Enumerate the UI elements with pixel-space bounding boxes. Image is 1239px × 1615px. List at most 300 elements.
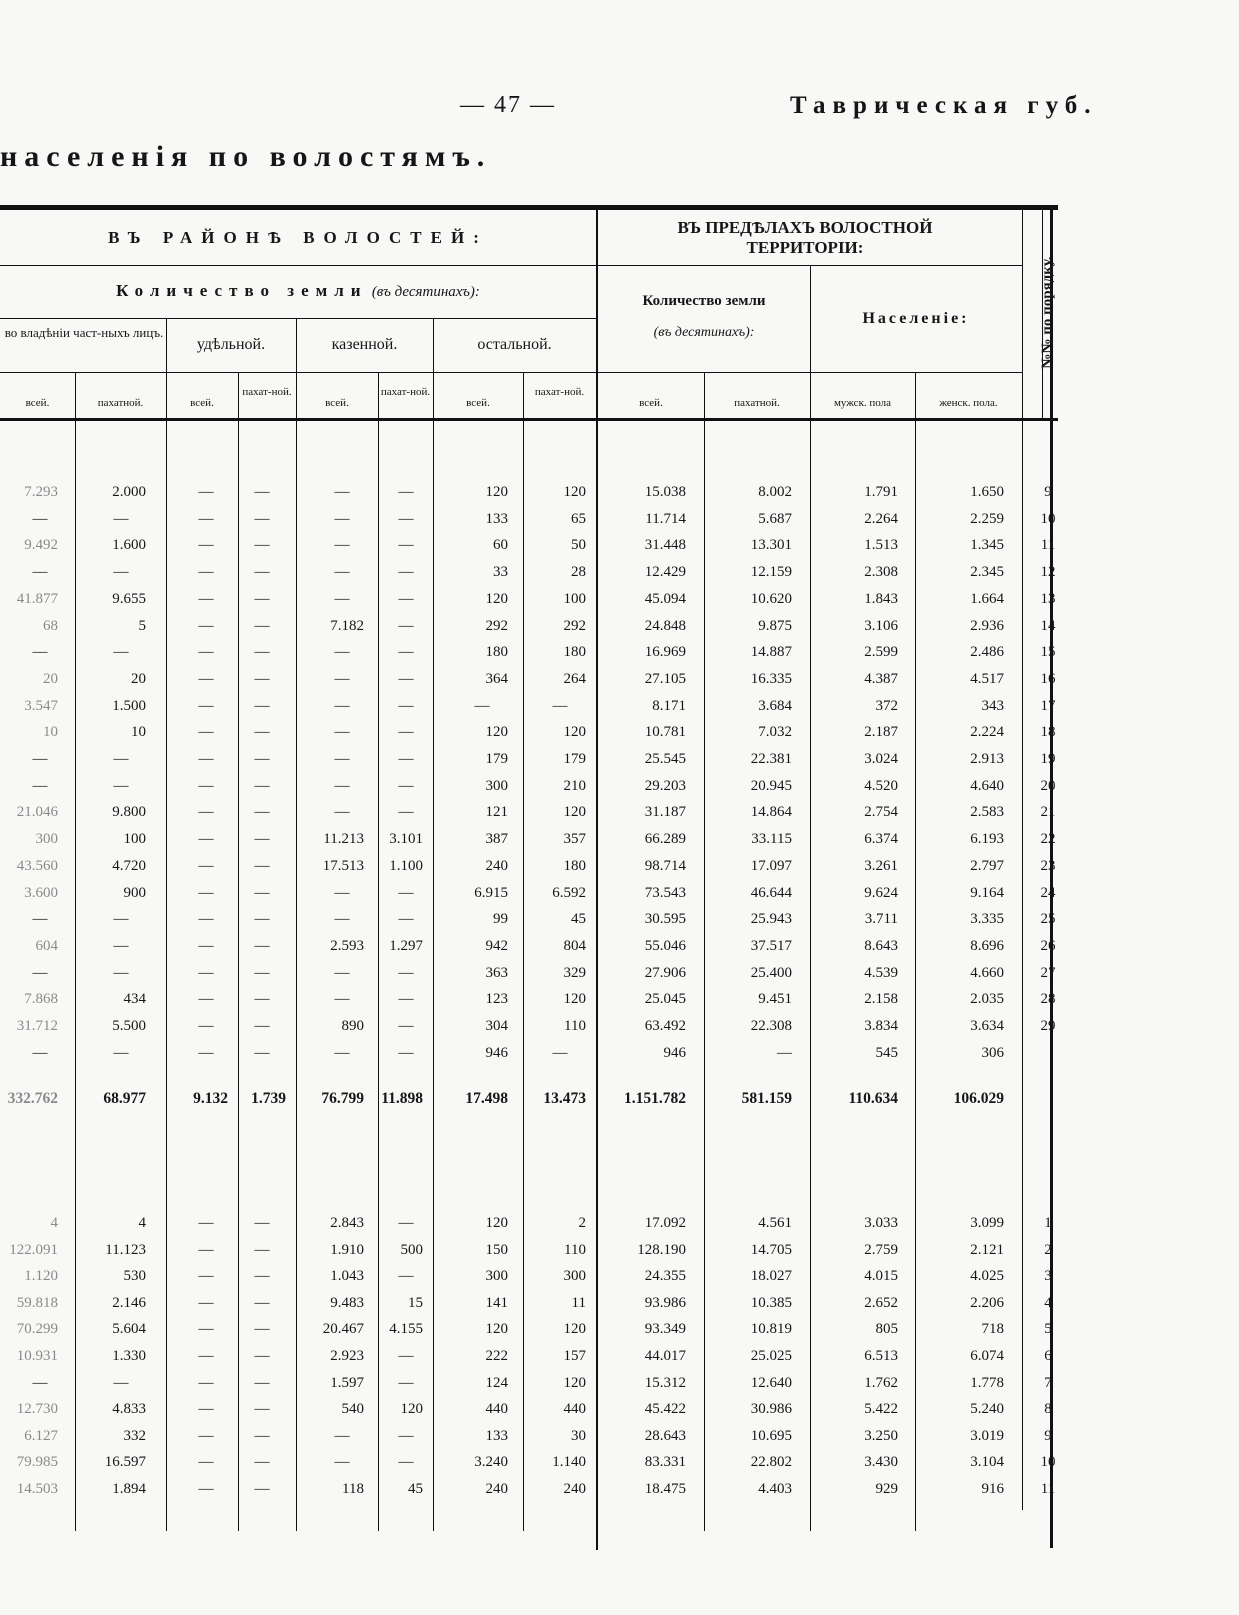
cell-male: 4.520: [864, 777, 898, 794]
cell-appanage-arable: —: [254, 1427, 270, 1444]
sub-appanage-arable: пахат-ной.: [242, 386, 292, 398]
cell-male: 1.762: [864, 1374, 898, 1391]
cell-territory-all: 11.714: [645, 510, 686, 527]
cell-appanage-all: —: [198, 644, 214, 661]
cell-other-arable: 264: [563, 670, 586, 687]
cell-territory-all: 83.331: [644, 1454, 686, 1471]
cell-private-all: 300: [35, 831, 58, 848]
cell-order-number: 19: [1040, 751, 1056, 767]
cell-appanage-arable: —: [254, 537, 270, 554]
cell-other-all: 133: [485, 510, 508, 527]
cell-female: 3.634: [970, 1018, 1004, 1034]
cell-state-arable: —: [398, 1268, 414, 1285]
cell-territory-all: 15.312: [644, 1374, 686, 1391]
cell-male: 6.513: [864, 1348, 898, 1364]
cell-order-number: 12: [1040, 564, 1056, 581]
cell-order-number: 22: [1040, 831, 1056, 848]
cell-territory-all: 18.475: [644, 1481, 686, 1497]
cell-order-number: 3: [1044, 1268, 1052, 1285]
cell-appanage-all: —: [198, 777, 214, 794]
cell-order-number: 25: [1040, 911, 1056, 928]
cell-order-number: 5: [1044, 1321, 1052, 1338]
cell-private-arable: 5.604: [112, 1321, 146, 1338]
cell-state-all: —: [334, 537, 350, 554]
cell-state-all: 1.910: [330, 1241, 364, 1258]
cell-female: 5.240: [970, 1401, 1004, 1418]
cell-other-all: 300: [485, 777, 508, 794]
cell-other-all: 123: [485, 991, 508, 1008]
cell-female: 6.193: [970, 831, 1004, 848]
cell-appanage-all: —: [198, 1018, 214, 1034]
cell-order-number: 6: [1044, 1348, 1052, 1364]
cell-territory-arable: 581.159: [741, 1090, 792, 1107]
cell-territory-all: 45.422: [644, 1401, 686, 1418]
cell-territory-all: 128.190: [637, 1241, 686, 1258]
cell-state-arable: 120: [400, 1401, 423, 1418]
cell-private-all: —: [32, 644, 48, 661]
cell-territory-arable: 33.115: [751, 831, 792, 848]
cell-private-all: 9.492: [24, 537, 58, 554]
cell-order-number: 28: [1040, 991, 1056, 1008]
cell-female: 2.206: [970, 1294, 1004, 1311]
cell-private-arable: 332: [123, 1427, 146, 1444]
cell-appanage-arable: —: [254, 1401, 270, 1418]
cell-other-all: 180: [485, 644, 508, 661]
cell-other-arable: 804: [563, 937, 586, 954]
cell-male: 545: [875, 1044, 898, 1061]
cell-state-arable: —: [398, 697, 414, 714]
cell-female: 306: [981, 1044, 1004, 1061]
cell-order-number: 9: [1044, 484, 1052, 500]
cell-territory-all: 73.543: [644, 884, 686, 901]
cell-female: 2.259: [970, 510, 1004, 527]
cell-private-arable: 1.500: [112, 697, 146, 714]
cell-appanage-all: —: [198, 1348, 214, 1364]
cell-territory-arable: 8.002: [758, 484, 792, 500]
cell-state-arable: —: [398, 537, 414, 554]
cell-other-all: —: [474, 697, 490, 714]
cell-other-arable: 292: [563, 617, 586, 634]
cell-state-arable: —: [398, 991, 414, 1008]
cell-state-all: 9.483: [330, 1294, 364, 1311]
cell-order-number: 10: [1040, 510, 1056, 527]
cell-other-arable: 120: [563, 1374, 586, 1391]
cell-female: 4.660: [970, 964, 1004, 981]
cell-appanage-all: —: [198, 937, 214, 954]
sub-private-all: всей.: [25, 397, 50, 409]
cell-other-arable: 45: [571, 911, 586, 928]
cell-order-number: 1: [1044, 1215, 1052, 1231]
cell-appanage-all: —: [198, 911, 214, 928]
cell-state-arable: —: [398, 484, 414, 500]
cell-female: 3.099: [970, 1215, 1004, 1231]
cell-state-arable: —: [398, 1044, 414, 1061]
cell-private-arable: 20: [131, 670, 146, 687]
cell-other-arable: 179: [563, 751, 586, 767]
cell-appanage-all: —: [198, 1215, 214, 1231]
cell-other-arable: 1.140: [552, 1454, 586, 1471]
cell-territory-arable: 9.451: [758, 991, 792, 1008]
cell-territory-all: 98.714: [644, 857, 686, 874]
cell-appanage-arable: —: [254, 670, 270, 687]
cell-private-arable: —: [113, 644, 129, 661]
cell-other-arable: 329: [563, 964, 586, 981]
cell-appanage-all: —: [198, 1401, 214, 1418]
cell-female: 916: [981, 1481, 1004, 1497]
cell-territory-arable: 22.802: [750, 1454, 792, 1471]
cell-private-arable: 900: [123, 884, 146, 901]
cell-female: 4.640: [970, 777, 1004, 794]
cell-territory-arable: 22.381: [750, 751, 792, 767]
cell-territory-all: 27.105: [644, 670, 686, 687]
cell-male: 2.652: [864, 1294, 898, 1311]
cell-order-number: 21: [1040, 804, 1056, 821]
cell-territory-all: 27.906: [644, 964, 686, 981]
cell-other-arable: 180: [563, 857, 586, 874]
cell-other-all: 120: [485, 1215, 508, 1231]
cell-appanage-arable: —: [254, 724, 270, 741]
cell-male: 4.015: [864, 1268, 898, 1285]
cell-territory-arable: 10.620: [750, 590, 792, 607]
cell-appanage-all: —: [198, 617, 214, 634]
cell-appanage-all: —: [198, 857, 214, 874]
cell-appanage-arable: —: [254, 777, 270, 794]
cell-private-arable: —: [113, 510, 129, 527]
cell-other-all: 141: [485, 1294, 508, 1311]
cell-territory-all: 44.017: [644, 1348, 686, 1364]
cell-female: 2.224: [970, 724, 1004, 741]
cell-appanage-arable: —: [254, 751, 270, 767]
cell-state-arable: —: [398, 1454, 414, 1471]
cell-state-arable: —: [398, 1427, 414, 1444]
cell-territory-arable: 9.875: [758, 617, 792, 634]
cell-private-all: 79.985: [16, 1454, 58, 1471]
cell-territory-arable: 30.986: [750, 1401, 792, 1418]
cell-male: 6.374: [864, 831, 898, 848]
cell-state-all: —: [334, 484, 350, 500]
cell-state-arable: 3.101: [389, 831, 423, 848]
sub-female: женск. пола.: [939, 397, 998, 409]
cell-male: 3.430: [864, 1454, 898, 1471]
cell-other-all: 33: [493, 564, 508, 581]
cell-other-arable: 120: [563, 1321, 586, 1338]
cell-state-arable: —: [398, 911, 414, 928]
cell-appanage-arable: —: [254, 1374, 270, 1391]
cell-appanage-all: —: [198, 1481, 214, 1497]
cell-territory-arable: 12.640: [750, 1374, 792, 1391]
cell-appanage-arable: —: [254, 1454, 270, 1471]
header-land-quantity: Количество земли (въ десятинахъ):: [116, 281, 480, 300]
cell-female: 2.035: [970, 991, 1004, 1008]
cell-appanage-arable: —: [254, 964, 270, 981]
cell-order-number: 13: [1040, 590, 1056, 607]
cell-order-number: 9: [1044, 1427, 1052, 1444]
cell-private-all: 122.091: [9, 1241, 58, 1258]
cell-private-all: 12.730: [16, 1401, 58, 1418]
cell-female: 1.778: [970, 1374, 1004, 1391]
cell-appanage-arable: —: [254, 644, 270, 661]
cell-female: 343: [981, 697, 1004, 714]
cell-private-arable: 5.500: [112, 1018, 146, 1034]
cell-appanage-all: —: [198, 1294, 214, 1311]
cell-state-all: 17.513: [322, 857, 364, 874]
cell-private-arable: 11.123: [105, 1241, 146, 1258]
cell-appanage-all: —: [198, 510, 214, 527]
cell-appanage-all: —: [198, 537, 214, 554]
cell-territory-all: 17.092: [644, 1215, 686, 1231]
cell-private-all: 14.503: [16, 1481, 58, 1497]
cell-other-all: 240: [485, 1481, 508, 1497]
cell-state-arable: —: [398, 564, 414, 581]
cell-male: 4.539: [864, 964, 898, 981]
cell-appanage-arable: —: [254, 1044, 270, 1061]
cell-other-all: 121: [485, 804, 508, 821]
cell-private-all: —: [32, 777, 48, 794]
cell-private-all: 7.868: [24, 991, 58, 1008]
cell-appanage-arable: —: [254, 697, 270, 714]
cell-female: 2.936: [970, 617, 1004, 634]
cell-order-number: 16: [1040, 670, 1056, 687]
cell-private-arable: 1.894: [112, 1481, 146, 1497]
cell-order-number: 10: [1040, 1454, 1056, 1471]
cell-other-all: 240: [485, 857, 508, 874]
sub-other-all: всей.: [466, 397, 490, 409]
cell-state-all: —: [334, 964, 350, 981]
cell-male: 2.158: [864, 991, 898, 1008]
cell-state-all: 11.213: [323, 831, 364, 848]
cell-private-arable: 100: [123, 831, 146, 848]
cell-appanage-arable: —: [254, 1321, 270, 1338]
cell-female: 718: [981, 1321, 1004, 1338]
cell-state-all: 2.923: [330, 1348, 364, 1364]
cell-private-arable: 1.600: [112, 537, 146, 554]
cell-appanage-all: 9.132: [193, 1090, 228, 1107]
cell-state-all: —: [334, 1454, 350, 1471]
cell-female: 106.029: [953, 1090, 1004, 1107]
cell-female: 4.517: [970, 670, 1004, 687]
cell-other-arable: 120: [563, 724, 586, 741]
cell-state-arable: —: [398, 964, 414, 981]
cell-private-all: 4: [50, 1215, 58, 1231]
cell-state-arable: 15: [408, 1294, 423, 1311]
cell-territory-arable: 25.025: [750, 1348, 792, 1364]
cell-order-number: 17: [1040, 697, 1056, 714]
header-order-number: №№ по порядку.: [1039, 256, 1056, 369]
cell-other-all: 364: [485, 670, 508, 687]
cell-other-arable: 28: [571, 564, 586, 581]
cell-other-all: 6.915: [474, 884, 508, 901]
cell-private-all: 41.877: [16, 590, 58, 607]
cell-female: 2.913: [970, 751, 1004, 767]
cell-state-arable: —: [398, 644, 414, 661]
cell-other-all: 942: [485, 937, 508, 954]
cell-private-arable: 4: [138, 1215, 146, 1231]
cell-appanage-all: —: [198, 1374, 214, 1391]
cell-other-arable: 110: [564, 1241, 586, 1258]
cell-appanage-arable: —: [254, 831, 270, 848]
cell-state-all: —: [334, 670, 350, 687]
header-district: ВЪ РАЙОНѢ ВОЛОСТЕЙ:: [108, 228, 488, 247]
cell-other-all: 363: [485, 964, 508, 981]
cell-state-all: —: [334, 751, 350, 767]
cell-state-all: 76.799: [321, 1090, 364, 1107]
cell-private-all: —: [32, 751, 48, 767]
cell-private-arable: 4.833: [112, 1401, 146, 1418]
cell-state-arable: —: [398, 590, 414, 607]
cell-other-all: 304: [485, 1018, 508, 1034]
cell-private-all: 6.127: [24, 1427, 58, 1444]
cell-private-arable: —: [113, 751, 129, 767]
cell-appanage-arable: —: [254, 1294, 270, 1311]
page-title: населенія по волостямъ.: [0, 140, 492, 173]
cell-other-all: 292: [485, 617, 508, 634]
cell-territory-all: 29.203: [644, 777, 686, 794]
cell-other-arable: 357: [563, 831, 586, 848]
cell-territory-arable: 4.403: [758, 1481, 792, 1497]
cell-private-all: —: [32, 1374, 48, 1391]
cell-appanage-arable: —: [254, 617, 270, 634]
cell-other-all: 3.240: [474, 1454, 508, 1471]
cell-state-arable: —: [398, 724, 414, 741]
cell-other-arable: 6.592: [552, 884, 586, 901]
cell-territory-all: 24.848: [644, 617, 686, 634]
cell-territory-arable: 18.027: [750, 1268, 792, 1285]
cell-male: 9.624: [864, 884, 898, 901]
cell-private-arable: 434: [123, 991, 146, 1008]
cell-territory-arable: 14.705: [750, 1241, 792, 1258]
region-title: Таврическая губ.: [790, 92, 1098, 119]
cell-private-arable: 2.000: [112, 484, 146, 500]
page-number: — 47 —: [460, 92, 556, 118]
cell-other-arable: —: [552, 1044, 568, 1061]
cell-female: 1.664: [970, 590, 1004, 607]
cell-state-all: —: [334, 991, 350, 1008]
cell-state-arable: —: [398, 777, 414, 794]
cell-other-all: 120: [485, 484, 508, 500]
cell-male: 110.634: [848, 1090, 898, 1107]
cell-other-all: 150: [485, 1241, 508, 1258]
cell-other-all: 120: [485, 590, 508, 607]
cell-appanage-arable: —: [254, 911, 270, 928]
cell-state-arable: —: [398, 1215, 414, 1231]
cell-state-arable: —: [398, 670, 414, 687]
cell-other-all: 946: [485, 1044, 508, 1061]
cell-male: 3.261: [864, 857, 898, 874]
cell-state-all: —: [334, 911, 350, 928]
cell-private-all: 3.547: [24, 697, 58, 714]
cell-private-arable: —: [113, 1374, 129, 1391]
cell-state-arable: 1.297: [389, 937, 423, 954]
cell-female: 2.583: [970, 804, 1004, 821]
header-other: остальной.: [477, 336, 552, 353]
cell-private-arable: 9.655: [112, 590, 146, 607]
cell-territory-all: 45.094: [644, 590, 686, 607]
cell-appanage-all: —: [198, 590, 214, 607]
cell-territory-arable: 25.943: [750, 911, 792, 928]
cell-state-all: —: [334, 884, 350, 901]
cell-territory-arable: 12.159: [750, 564, 792, 581]
cell-female: 3.019: [970, 1427, 1004, 1444]
cell-private-all: —: [32, 564, 48, 581]
cell-other-arable: 100: [563, 590, 586, 607]
cell-other-arable: 240: [563, 1481, 586, 1497]
cell-private-arable: 68.977: [103, 1090, 146, 1107]
cell-territory-all: 66.289: [644, 831, 686, 848]
cell-male: 929: [875, 1481, 898, 1497]
cell-private-arable: 4.720: [112, 857, 146, 874]
cell-appanage-arable: —: [254, 857, 270, 874]
cell-territory-all: 28.643: [644, 1427, 686, 1444]
cell-order-number: 27: [1040, 964, 1056, 981]
cell-territory-arable: 14.887: [750, 644, 792, 661]
cell-female: 2.345: [970, 564, 1004, 581]
cell-other-all: 179: [485, 751, 508, 767]
cell-male: 3.711: [864, 911, 898, 928]
cell-appanage-all: —: [198, 804, 214, 821]
cell-state-arable: —: [398, 1018, 414, 1034]
cell-appanage-all: —: [198, 1044, 214, 1061]
cell-female: 2.486: [970, 644, 1004, 661]
cell-order-number: 4: [1044, 1294, 1052, 1311]
cell-other-arable: 13.473: [543, 1090, 586, 1107]
cell-other-all: 120: [485, 724, 508, 741]
cell-other-arable: 120: [563, 804, 586, 821]
cell-territory-all: 24.355: [644, 1268, 686, 1285]
header-state: казенной.: [331, 336, 398, 353]
cell-state-arable: —: [398, 510, 414, 527]
cell-other-arable: 110: [564, 1018, 586, 1034]
cell-other-all: 120: [485, 1321, 508, 1338]
cell-order-number: 11: [1040, 537, 1056, 554]
cell-male: 4.387: [864, 670, 898, 687]
cell-private-arable: —: [113, 937, 129, 954]
cell-territory-arable: 14.864: [750, 804, 792, 821]
cell-order-number: 18: [1040, 724, 1056, 741]
cell-appanage-all: —: [198, 484, 214, 500]
cell-appanage-arable: —: [254, 510, 270, 527]
cell-state-arable: —: [398, 1348, 414, 1364]
cell-private-all: 70.299: [16, 1321, 58, 1338]
cell-private-arable: 10: [131, 724, 146, 741]
cell-territory-arable: 46.644: [750, 884, 792, 901]
cell-territory-all: 16.969: [644, 644, 686, 661]
cell-state-all: —: [334, 1044, 350, 1061]
cell-private-arable: —: [113, 1044, 129, 1061]
cell-other-arable: 120: [563, 991, 586, 1008]
cell-state-all: —: [334, 510, 350, 527]
cell-male: 3.033: [864, 1215, 898, 1231]
cell-male: 2.187: [864, 724, 898, 741]
cell-appanage-all: —: [198, 670, 214, 687]
cell-state-all: 1.597: [330, 1374, 364, 1391]
cell-other-arable: —: [552, 697, 568, 714]
cell-state-all: —: [334, 1427, 350, 1444]
sub-state-all: всей.: [325, 397, 349, 409]
header-territory: ВЪ ПРЕДѢЛАХЪ ВОЛОСТНОЙ ТЕРРИТОРІИ:: [677, 218, 933, 257]
cell-male: 2.754: [864, 804, 898, 821]
cell-private-arable: —: [113, 911, 129, 928]
cell-territory-all: 8.171: [652, 697, 686, 714]
cell-private-all: 7.293: [24, 484, 58, 500]
cell-territory-arable: 16.335: [750, 670, 792, 687]
sub-other-arable: пахат-ной.: [534, 386, 585, 398]
cell-male: 3.250: [864, 1427, 898, 1444]
cell-appanage-all: —: [198, 884, 214, 901]
cell-territory-all: 10.781: [644, 724, 686, 741]
cell-territory-arable: 17.097: [750, 857, 792, 874]
cell-private-arable: 1.330: [112, 1348, 146, 1364]
cell-order-number: 7: [1044, 1374, 1052, 1391]
